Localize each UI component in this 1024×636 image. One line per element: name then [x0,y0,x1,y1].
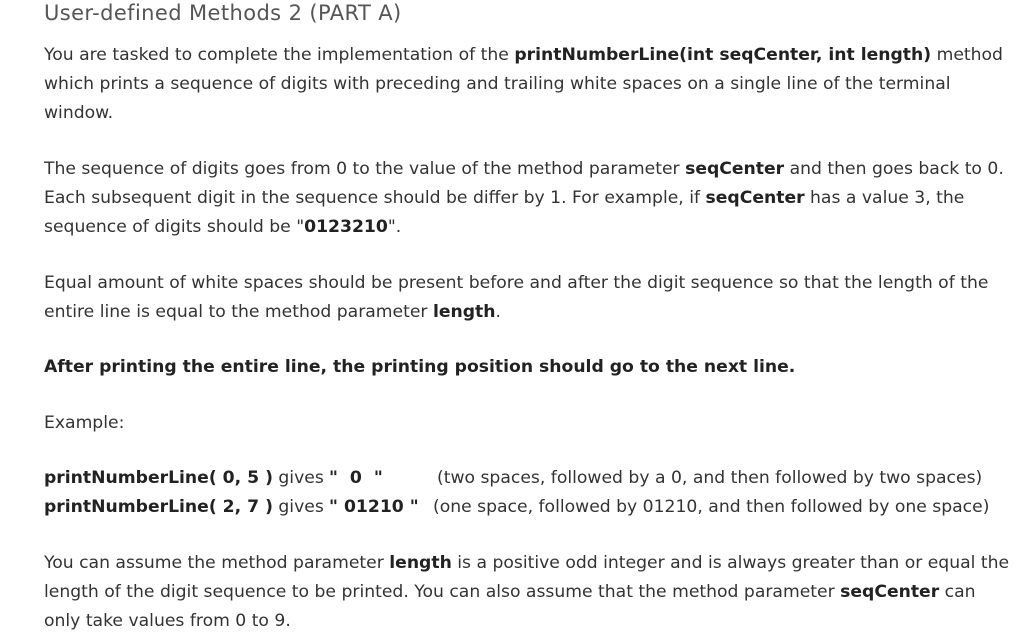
text-line: only take values from 0 to 9. [44,611,291,631]
intro-paragraph [44,41,1019,128]
example-call: printNumberLine( 0, 5 ) [44,468,273,488]
example-note: (one space, followed by 01210, and then followed by one space) [433,497,990,517]
param-length: length [389,553,452,573]
example-output: " 0 " [329,468,383,488]
method-signature: printNumberLine(int seqCenter, int length) [514,45,932,65]
text-line: You are tasked to complete the implementation of the printNumberLine(int seqCenter, int length) method [44,45,1003,65]
param-length: length [432,302,496,322]
text-line: After printing the entire line, the printing position should go to the next line. [44,357,796,377]
param-seqcenter: seqCenter [840,582,940,602]
sequence-paragraph [44,155,1019,242]
example-label: Example: [44,413,125,433]
assumptions-paragraph [44,549,1019,636]
example-row: printNumberLine( 0, 5 ) gives " 0 " (two spaces, followed by a 0, and then followed by two spaces) [44,464,1019,493]
text-line: sequence of digits should be "0123210". [44,217,402,237]
text-line: which prints a sequence of digits with preceding and trailing white spaces on a single line of the terminal [44,74,951,94]
whitespace-paragraph [44,269,1019,327]
newline-paragraph [44,353,1019,382]
text-line: length of the digit sequence to be printed. You can also assume that the method parameter seqCenter can [44,582,976,602]
text-line: entire line is equal to the method parameter length. [44,302,501,322]
page-title: User-defined Methods 2 (PART A) [44,1,402,25]
example-sequence: 0123210 [304,217,388,237]
text-line: Equal amount of white spaces should be present before and after the digit sequence so that the length of the [44,273,989,293]
param-seqcenter: seqCenter [705,188,805,208]
example-output: " 01210 " [329,497,419,517]
example-note: (two spaces, followed by a 0, and then followed by two spaces) [437,468,983,488]
example-call: printNumberLine( 2, 7 ) [44,497,273,517]
param-seqcenter: seqCenter [685,159,785,179]
text-line: The sequence of digits goes from 0 to the value of the method parameter seqCenter and then goes back to 0. [44,159,1004,179]
text-line: Each subsequent digit in the sequence should be differ by 1. For example, if seqCenter has a value 3, the [44,188,965,208]
text-line: window. [44,103,114,123]
text-line: You can assume the method parameter length is a positive odd integer and is always greater than or equal the [44,553,1010,573]
example-row: printNumberLine( 2, 7 ) gives " 01210 " (one space, followed by 01210, and then followed by one space) [44,493,1019,522]
